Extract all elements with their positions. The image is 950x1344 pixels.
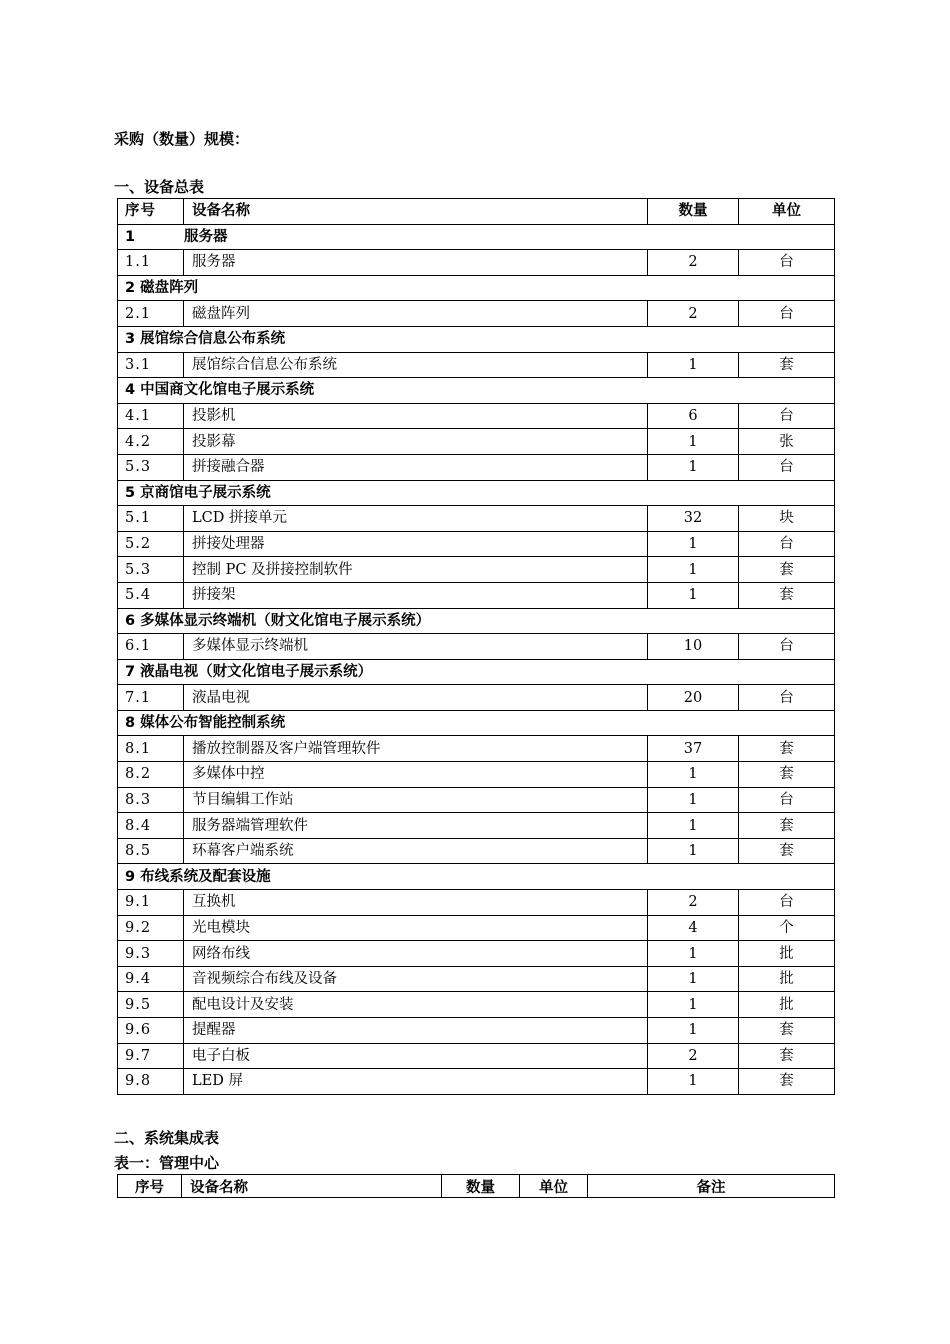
item-no: 4.1 bbox=[118, 403, 184, 429]
item-qty: 1 bbox=[648, 941, 739, 967]
category-row bbox=[118, 659, 835, 685]
table-header-row bbox=[118, 199, 835, 225]
item-unit: 张 bbox=[739, 429, 835, 455]
item-unit: 台 bbox=[739, 531, 835, 557]
table-row bbox=[118, 685, 835, 711]
table-row bbox=[118, 352, 835, 378]
item-qty: 1 bbox=[648, 762, 739, 788]
equipment-summary-table bbox=[117, 198, 835, 1095]
table-row bbox=[118, 557, 835, 583]
table-row bbox=[118, 890, 835, 916]
category-label: 3 展馆综合信息公布系统 bbox=[118, 326, 835, 352]
header-no: 序号 bbox=[118, 1175, 182, 1198]
item-qty: 20 bbox=[648, 685, 739, 711]
category-number: 1 bbox=[125, 228, 136, 245]
table-row bbox=[118, 301, 835, 327]
item-unit: 台 bbox=[739, 685, 835, 711]
item-no: 3.1 bbox=[118, 352, 184, 378]
item-qty: 1 bbox=[648, 1069, 739, 1095]
item-qty: 2 bbox=[648, 301, 739, 327]
item-name: 提醒器 bbox=[184, 1018, 648, 1044]
table-row bbox=[118, 1043, 835, 1069]
item-no: 8.1 bbox=[118, 736, 184, 762]
item-unit: 批 bbox=[739, 966, 835, 992]
item-name: 磁盘阵列 bbox=[184, 301, 648, 327]
header-name: 设备名称 bbox=[182, 1175, 442, 1198]
item-name: 多媒体中控 bbox=[184, 762, 648, 788]
item-qty: 10 bbox=[648, 634, 739, 660]
item-name: 拼接架 bbox=[184, 582, 648, 608]
item-unit: 套 bbox=[739, 736, 835, 762]
section-title-system-integration: 二、系统集成表 bbox=[114, 1129, 220, 1147]
item-unit: 批 bbox=[739, 941, 835, 967]
table-row bbox=[118, 736, 835, 762]
item-no: 6.1 bbox=[118, 634, 184, 660]
category-label: 4 中国商文化馆电子展示系统 bbox=[118, 378, 835, 404]
item-unit: 套 bbox=[739, 352, 835, 378]
table-row bbox=[118, 762, 835, 788]
category-row bbox=[118, 275, 835, 301]
header-remarks: 备注 bbox=[588, 1175, 835, 1198]
item-unit: 批 bbox=[739, 992, 835, 1018]
item-unit: 台 bbox=[739, 787, 835, 813]
management-center-table bbox=[117, 1174, 835, 1198]
item-name: 液晶电视 bbox=[184, 685, 648, 711]
table-row bbox=[118, 992, 835, 1018]
category-row bbox=[118, 608, 835, 634]
category-row bbox=[118, 224, 835, 250]
item-name: 环幕客户端系统 bbox=[184, 838, 648, 864]
item-no: 9.4 bbox=[118, 966, 184, 992]
item-qty: 1 bbox=[648, 531, 739, 557]
header-no: 序号 bbox=[118, 199, 184, 225]
item-no: 9.8 bbox=[118, 1069, 184, 1095]
item-no: 9.1 bbox=[118, 890, 184, 916]
table-row bbox=[118, 531, 835, 557]
item-unit: 套 bbox=[739, 813, 835, 839]
item-no: 9.3 bbox=[118, 941, 184, 967]
item-unit: 台 bbox=[739, 301, 835, 327]
header-unit: 单位 bbox=[520, 1175, 588, 1198]
category-row bbox=[118, 864, 835, 890]
header-qty: 数量 bbox=[648, 199, 739, 225]
item-no: 5.1 bbox=[118, 506, 184, 532]
category-row bbox=[118, 378, 835, 404]
table-row bbox=[118, 634, 835, 660]
item-name: 配电设计及安装 bbox=[184, 992, 648, 1018]
category-row bbox=[118, 326, 835, 352]
header-name: 设备名称 bbox=[184, 199, 648, 225]
item-no: 2.1 bbox=[118, 301, 184, 327]
table-row bbox=[118, 250, 835, 276]
item-name: 展馆综合信息公布系统 bbox=[184, 352, 648, 378]
item-qty: 2 bbox=[648, 250, 739, 276]
item-qty: 1 bbox=[648, 582, 739, 608]
table-row bbox=[118, 429, 835, 455]
category-label: 8 媒体公布智能控制系统 bbox=[118, 710, 835, 736]
item-unit: 台 bbox=[739, 890, 835, 916]
table-row bbox=[118, 915, 835, 941]
item-no: 5.2 bbox=[118, 531, 184, 557]
table-row bbox=[118, 1069, 835, 1095]
item-name: 光电模块 bbox=[184, 915, 648, 941]
page-heading: 采购（数量）规模： bbox=[114, 130, 250, 148]
table-row bbox=[118, 582, 835, 608]
item-no: 9.2 bbox=[118, 915, 184, 941]
table-row bbox=[118, 813, 835, 839]
item-no: 9.7 bbox=[118, 1043, 184, 1069]
header-unit: 单位 bbox=[739, 199, 835, 225]
item-unit: 台 bbox=[739, 403, 835, 429]
item-name: LED 屏 bbox=[184, 1069, 648, 1095]
item-name: 投影幕 bbox=[184, 429, 648, 455]
item-unit: 套 bbox=[739, 838, 835, 864]
category-label bbox=[118, 224, 835, 250]
table-header-row bbox=[118, 1175, 835, 1198]
item-name: 控制 PC 及拼接控制软件 bbox=[184, 557, 648, 583]
category-label: 6 多媒体显示终端机（财文化馆电子展示系统） bbox=[118, 608, 835, 634]
item-qty: 1 bbox=[648, 787, 739, 813]
item-name: 音视频综合布线及设备 bbox=[184, 966, 648, 992]
item-qty: 1 bbox=[648, 557, 739, 583]
item-qty: 1 bbox=[648, 1018, 739, 1044]
item-unit: 块 bbox=[739, 506, 835, 532]
category-row bbox=[118, 480, 835, 506]
item-unit: 套 bbox=[739, 582, 835, 608]
category-label: 7 液晶电视（财文化馆电子展示系统） bbox=[118, 659, 835, 685]
section-title-equipment-summary: 一、设备总表 bbox=[114, 178, 205, 196]
item-no: 8.4 bbox=[118, 813, 184, 839]
item-no: 9.6 bbox=[118, 1018, 184, 1044]
item-no: 8.3 bbox=[118, 787, 184, 813]
item-name: 网络布线 bbox=[184, 941, 648, 967]
item-no: 5.4 bbox=[118, 582, 184, 608]
item-qty: 1 bbox=[648, 429, 739, 455]
item-unit: 台 bbox=[739, 634, 835, 660]
item-name: 互换机 bbox=[184, 890, 648, 916]
item-name: 播放控制器及客户端管理软件 bbox=[184, 736, 648, 762]
item-name: 投影机 bbox=[184, 403, 648, 429]
item-no: 7.1 bbox=[118, 685, 184, 711]
table-row bbox=[118, 506, 835, 532]
item-qty: 6 bbox=[648, 403, 739, 429]
subtable-title: 表一：管理中心 bbox=[114, 1154, 220, 1172]
category-label: 9 布线系统及配套设施 bbox=[118, 864, 835, 890]
table-row bbox=[118, 838, 835, 864]
item-name: LCD 拼接单元 bbox=[184, 506, 648, 532]
item-unit: 个 bbox=[739, 915, 835, 941]
item-qty: 4 bbox=[648, 915, 739, 941]
table-row bbox=[118, 941, 835, 967]
item-no: 8.2 bbox=[118, 762, 184, 788]
table-row bbox=[118, 454, 835, 480]
item-unit: 套 bbox=[739, 1043, 835, 1069]
item-unit: 套 bbox=[739, 1069, 835, 1095]
item-name: 拼接处理器 bbox=[184, 531, 648, 557]
item-no: 1.1 bbox=[118, 250, 184, 276]
item-qty: 2 bbox=[648, 890, 739, 916]
item-unit: 套 bbox=[739, 1018, 835, 1044]
item-unit: 台 bbox=[739, 250, 835, 276]
item-unit: 套 bbox=[739, 762, 835, 788]
item-unit: 套 bbox=[739, 557, 835, 583]
item-name: 服务器 bbox=[184, 250, 648, 276]
item-no: 8.5 bbox=[118, 838, 184, 864]
item-qty: 2 bbox=[648, 1043, 739, 1069]
header-qty: 数量 bbox=[442, 1175, 520, 1198]
table-row bbox=[118, 1018, 835, 1044]
item-name: 节目编辑工作站 bbox=[184, 787, 648, 813]
item-name: 多媒体显示终端机 bbox=[184, 634, 648, 660]
table-row bbox=[118, 966, 835, 992]
item-name: 服务器端管理软件 bbox=[184, 813, 648, 839]
table-row bbox=[118, 403, 835, 429]
category-row bbox=[118, 710, 835, 736]
item-qty: 32 bbox=[648, 506, 739, 532]
item-qty: 1 bbox=[648, 992, 739, 1018]
table-row bbox=[118, 787, 835, 813]
item-no: 5.3 bbox=[118, 454, 184, 480]
item-name: 拼接融合器 bbox=[184, 454, 648, 480]
item-qty: 1 bbox=[648, 966, 739, 992]
item-qty: 1 bbox=[648, 813, 739, 839]
item-no: 9.5 bbox=[118, 992, 184, 1018]
item-name: 电子白板 bbox=[184, 1043, 648, 1069]
item-unit: 台 bbox=[739, 454, 835, 480]
category-name: 服务器 bbox=[184, 228, 228, 245]
category-label: 5 京商馆电子展示系统 bbox=[118, 480, 835, 506]
category-label: 2 磁盘阵列 bbox=[118, 275, 835, 301]
item-no: 4.2 bbox=[118, 429, 184, 455]
item-qty: 1 bbox=[648, 454, 739, 480]
item-qty: 1 bbox=[648, 352, 739, 378]
item-qty: 37 bbox=[648, 736, 739, 762]
item-no: 5.3 bbox=[118, 557, 184, 583]
item-qty: 1 bbox=[648, 838, 739, 864]
